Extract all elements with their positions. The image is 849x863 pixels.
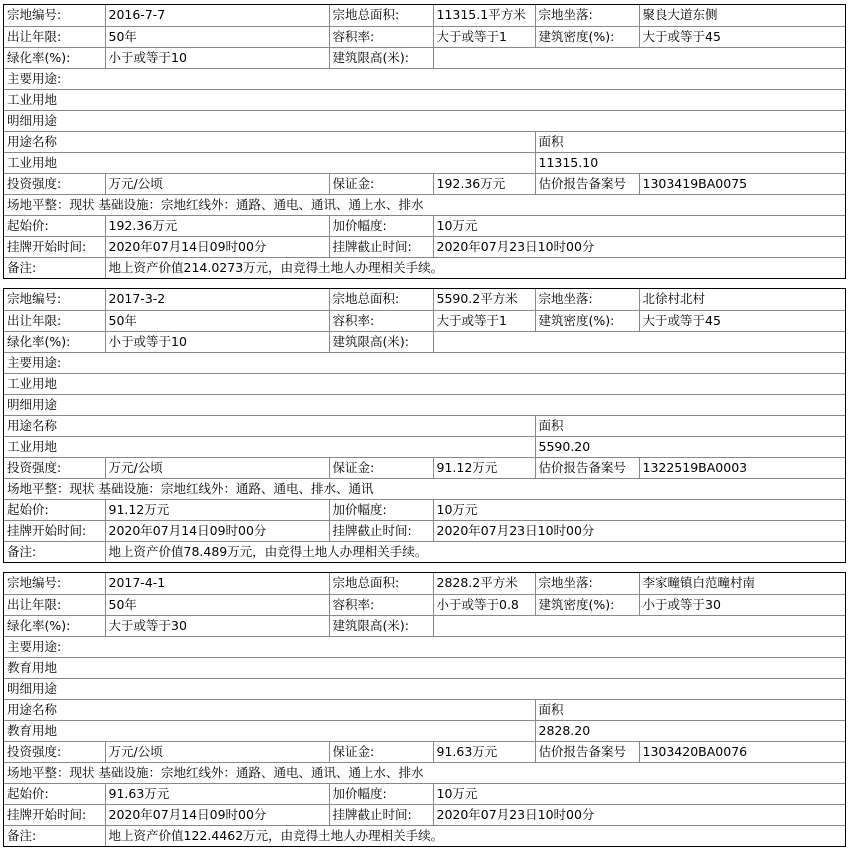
start-price-value: 91.12万元	[105, 499, 329, 520]
main-use-value: 工业用地	[4, 89, 845, 110]
table-row	[4, 310, 845, 331]
table-row	[4, 762, 845, 783]
parcel-no-value: 2017-4-1	[105, 573, 329, 594]
parcel-block	[3, 288, 846, 563]
listing-start-value: 2020年07月14日09时00分	[105, 236, 329, 257]
table-row	[4, 699, 845, 720]
use-area-value: 11315.10	[535, 152, 845, 173]
use-name-value: 工业用地	[4, 436, 535, 457]
use-name-header: 用途名称	[4, 131, 535, 152]
start-price-value: 192.36万元	[105, 215, 329, 236]
start-price-label: 起始价:	[4, 499, 105, 520]
remarks-value: 地上资产价值214.0273万元，由竞得土地人办理相关手续。	[105, 257, 845, 278]
deposit-label: 保证金:	[329, 173, 433, 194]
increment-value: 10万元	[433, 783, 845, 804]
table-row	[4, 173, 845, 194]
table-row	[4, 110, 845, 131]
table-row	[4, 636, 845, 657]
appraisal-no-label: 估价报告备案号	[535, 741, 639, 762]
height-limit-value	[433, 47, 845, 68]
table-row	[4, 289, 845, 310]
deposit-value: 91.63万元	[433, 741, 535, 762]
investment-label: 投资强度:	[4, 173, 105, 194]
term-label: 出让年限:	[4, 26, 105, 47]
parcel-no-value: 2016-7-7	[105, 5, 329, 26]
main-use-label: 主要用途:	[4, 352, 845, 373]
detail-use-label: 明细用途	[4, 110, 845, 131]
parcel-block	[3, 4, 846, 279]
listing-end-label: 挂牌截止时间:	[329, 520, 433, 541]
location-value: 聚良大道东侧	[639, 5, 845, 26]
listing-start-value: 2020年07月14日09时00分	[105, 804, 329, 825]
greening-value: 小于或等于10	[105, 47, 329, 68]
table-row	[4, 89, 845, 110]
table-row	[4, 783, 845, 804]
parcel-table	[4, 289, 845, 562]
table-row	[4, 26, 845, 47]
height-limit-value	[433, 331, 845, 352]
location-value: 李家疃镇白范疃村南	[639, 573, 845, 594]
table-row	[4, 415, 845, 436]
listing-end-label: 挂牌截止时间:	[329, 236, 433, 257]
location-label: 宗地坐落:	[535, 573, 639, 594]
table-row	[4, 215, 845, 236]
parcel-no-value: 2017-3-2	[105, 289, 329, 310]
table-row	[4, 5, 845, 26]
start-price-label: 起始价:	[4, 215, 105, 236]
main-use-label: 主要用途:	[4, 636, 845, 657]
density-value: 大于或等于45	[639, 26, 845, 47]
height-limit-label: 建筑限高(米):	[329, 47, 433, 68]
table-row	[4, 478, 845, 499]
density-value: 大于或等于45	[639, 310, 845, 331]
start-price-value: 91.63万元	[105, 783, 329, 804]
location-label: 宗地坐落:	[535, 289, 639, 310]
investment-value: 万元/公顷	[105, 741, 329, 762]
increment-label: 加价幅度:	[329, 783, 433, 804]
table-row	[4, 720, 845, 741]
appraisal-no-label: 估价报告备案号	[535, 457, 639, 478]
table-row	[4, 331, 845, 352]
greening-value: 大于或等于30	[105, 615, 329, 636]
deposit-value: 192.36万元	[433, 173, 535, 194]
investment-label: 投资强度:	[4, 741, 105, 762]
appraisal-no-value: 1322519BA0003	[639, 457, 845, 478]
deposit-value: 91.12万元	[433, 457, 535, 478]
plot-ratio-label: 容积率:	[329, 310, 433, 331]
term-label: 出让年限:	[4, 594, 105, 615]
detail-use-label: 明细用途	[4, 678, 845, 699]
use-name-value: 教育用地	[4, 720, 535, 741]
increment-label: 加价幅度:	[329, 215, 433, 236]
table-row	[4, 152, 845, 173]
listing-start-label: 挂牌开始时间:	[4, 520, 105, 541]
increment-value: 10万元	[433, 215, 845, 236]
remarks-label: 备注:	[4, 825, 105, 846]
main-use-value: 工业用地	[4, 373, 845, 394]
total-area-value: 2828.2平方米	[433, 573, 535, 594]
plot-ratio-label: 容积率:	[329, 26, 433, 47]
table-row	[4, 131, 845, 152]
deposit-label: 保证金:	[329, 741, 433, 762]
table-row	[4, 436, 845, 457]
table-row	[4, 678, 845, 699]
density-label: 建筑密度(%):	[535, 310, 639, 331]
parcel-table	[4, 5, 845, 278]
table-row	[4, 257, 845, 278]
use-area-value: 5590.20	[535, 436, 845, 457]
height-limit-label: 建筑限高(米):	[329, 615, 433, 636]
table-row	[4, 457, 845, 478]
density-value: 小于或等于30	[639, 594, 845, 615]
term-value: 50年	[105, 594, 329, 615]
table-row	[4, 352, 845, 373]
greening-label: 绿化率(%):	[4, 615, 105, 636]
investment-label: 投资强度:	[4, 457, 105, 478]
parcel-block	[3, 572, 846, 847]
increment-value: 10万元	[433, 499, 845, 520]
table-row	[4, 47, 845, 68]
density-label: 建筑密度(%):	[535, 594, 639, 615]
density-label: 建筑密度(%):	[535, 26, 639, 47]
remarks-value: 地上资产价值122.4462万元，由竞得土地人办理相关手续。	[105, 825, 845, 846]
table-row	[4, 741, 845, 762]
site-prep-text: 场地平整：现状 基础设施：宗地红线外：通路、通电、排水、通讯	[4, 478, 845, 499]
use-name-header: 用途名称	[4, 415, 535, 436]
parcel-table	[4, 573, 845, 846]
table-row	[4, 499, 845, 520]
main-use-label: 主要用途:	[4, 68, 845, 89]
total-area-label: 宗地总面积:	[329, 5, 433, 26]
plot-ratio-value: 大于或等于1	[433, 310, 535, 331]
table-row	[4, 657, 845, 678]
site-prep-text: 场地平整：现状 基础设施：宗地红线外：通路、通电、通讯、通上水、排水	[4, 194, 845, 215]
remarks-label: 备注:	[4, 257, 105, 278]
remarks-label: 备注:	[4, 541, 105, 562]
listing-end-value: 2020年07月23日10时00分	[433, 520, 845, 541]
table-row	[4, 236, 845, 257]
site-prep-text: 场地平整：现状 基础设施：宗地红线外：通路、通电、通讯、通上水、排水	[4, 762, 845, 783]
total-area-value: 11315.1平方米	[433, 5, 535, 26]
appraisal-no-value: 1303419BA0075	[639, 173, 845, 194]
total-area-label: 宗地总面积:	[329, 289, 433, 310]
area-header: 面积	[535, 415, 845, 436]
plot-ratio-label: 容积率:	[329, 594, 433, 615]
greening-label: 绿化率(%):	[4, 47, 105, 68]
deposit-label: 保证金:	[329, 457, 433, 478]
table-row	[4, 194, 845, 215]
use-name-header: 用途名称	[4, 699, 535, 720]
total-area-value: 5590.2平方米	[433, 289, 535, 310]
table-row	[4, 594, 845, 615]
plot-ratio-value: 大于或等于1	[433, 26, 535, 47]
total-area-label: 宗地总面积:	[329, 573, 433, 594]
table-row	[4, 825, 845, 846]
detail-use-label: 明细用途	[4, 394, 845, 415]
listing-start-label: 挂牌开始时间:	[4, 804, 105, 825]
table-row	[4, 615, 845, 636]
investment-value: 万元/公顷	[105, 173, 329, 194]
plot-ratio-value: 小于或等于0.8	[433, 594, 535, 615]
listing-end-label: 挂牌截止时间:	[329, 804, 433, 825]
height-limit-value	[433, 615, 845, 636]
location-label: 宗地坐落:	[535, 5, 639, 26]
term-value: 50年	[105, 26, 329, 47]
greening-value: 小于或等于10	[105, 331, 329, 352]
term-value: 50年	[105, 310, 329, 331]
investment-value: 万元/公顷	[105, 457, 329, 478]
listing-start-value: 2020年07月14日09时00分	[105, 520, 329, 541]
appraisal-no-label: 估价报告备案号	[535, 173, 639, 194]
greening-label: 绿化率(%):	[4, 331, 105, 352]
table-row	[4, 373, 845, 394]
increment-label: 加价幅度:	[329, 499, 433, 520]
start-price-label: 起始价:	[4, 783, 105, 804]
parcel-no-label: 宗地编号:	[4, 5, 105, 26]
listing-start-label: 挂牌开始时间:	[4, 236, 105, 257]
table-row	[4, 573, 845, 594]
table-row	[4, 394, 845, 415]
listing-end-value: 2020年07月23日10时00分	[433, 236, 845, 257]
table-row	[4, 520, 845, 541]
use-name-value: 工业用地	[4, 152, 535, 173]
table-row	[4, 804, 845, 825]
use-area-value: 2828.20	[535, 720, 845, 741]
parcel-no-label: 宗地编号:	[4, 289, 105, 310]
listing-end-value: 2020年07月23日10时00分	[433, 804, 845, 825]
table-row	[4, 541, 845, 562]
location-value: 北徐村北村	[639, 289, 845, 310]
area-header: 面积	[535, 131, 845, 152]
appraisal-no-value: 1303420BA0076	[639, 741, 845, 762]
table-row	[4, 68, 845, 89]
area-header: 面积	[535, 699, 845, 720]
height-limit-label: 建筑限高(米):	[329, 331, 433, 352]
main-use-value: 教育用地	[4, 657, 845, 678]
term-label: 出让年限:	[4, 310, 105, 331]
remarks-value: 地上资产价值78.489万元，由竞得土地人办理相关手续。	[105, 541, 845, 562]
parcel-no-label: 宗地编号:	[4, 573, 105, 594]
